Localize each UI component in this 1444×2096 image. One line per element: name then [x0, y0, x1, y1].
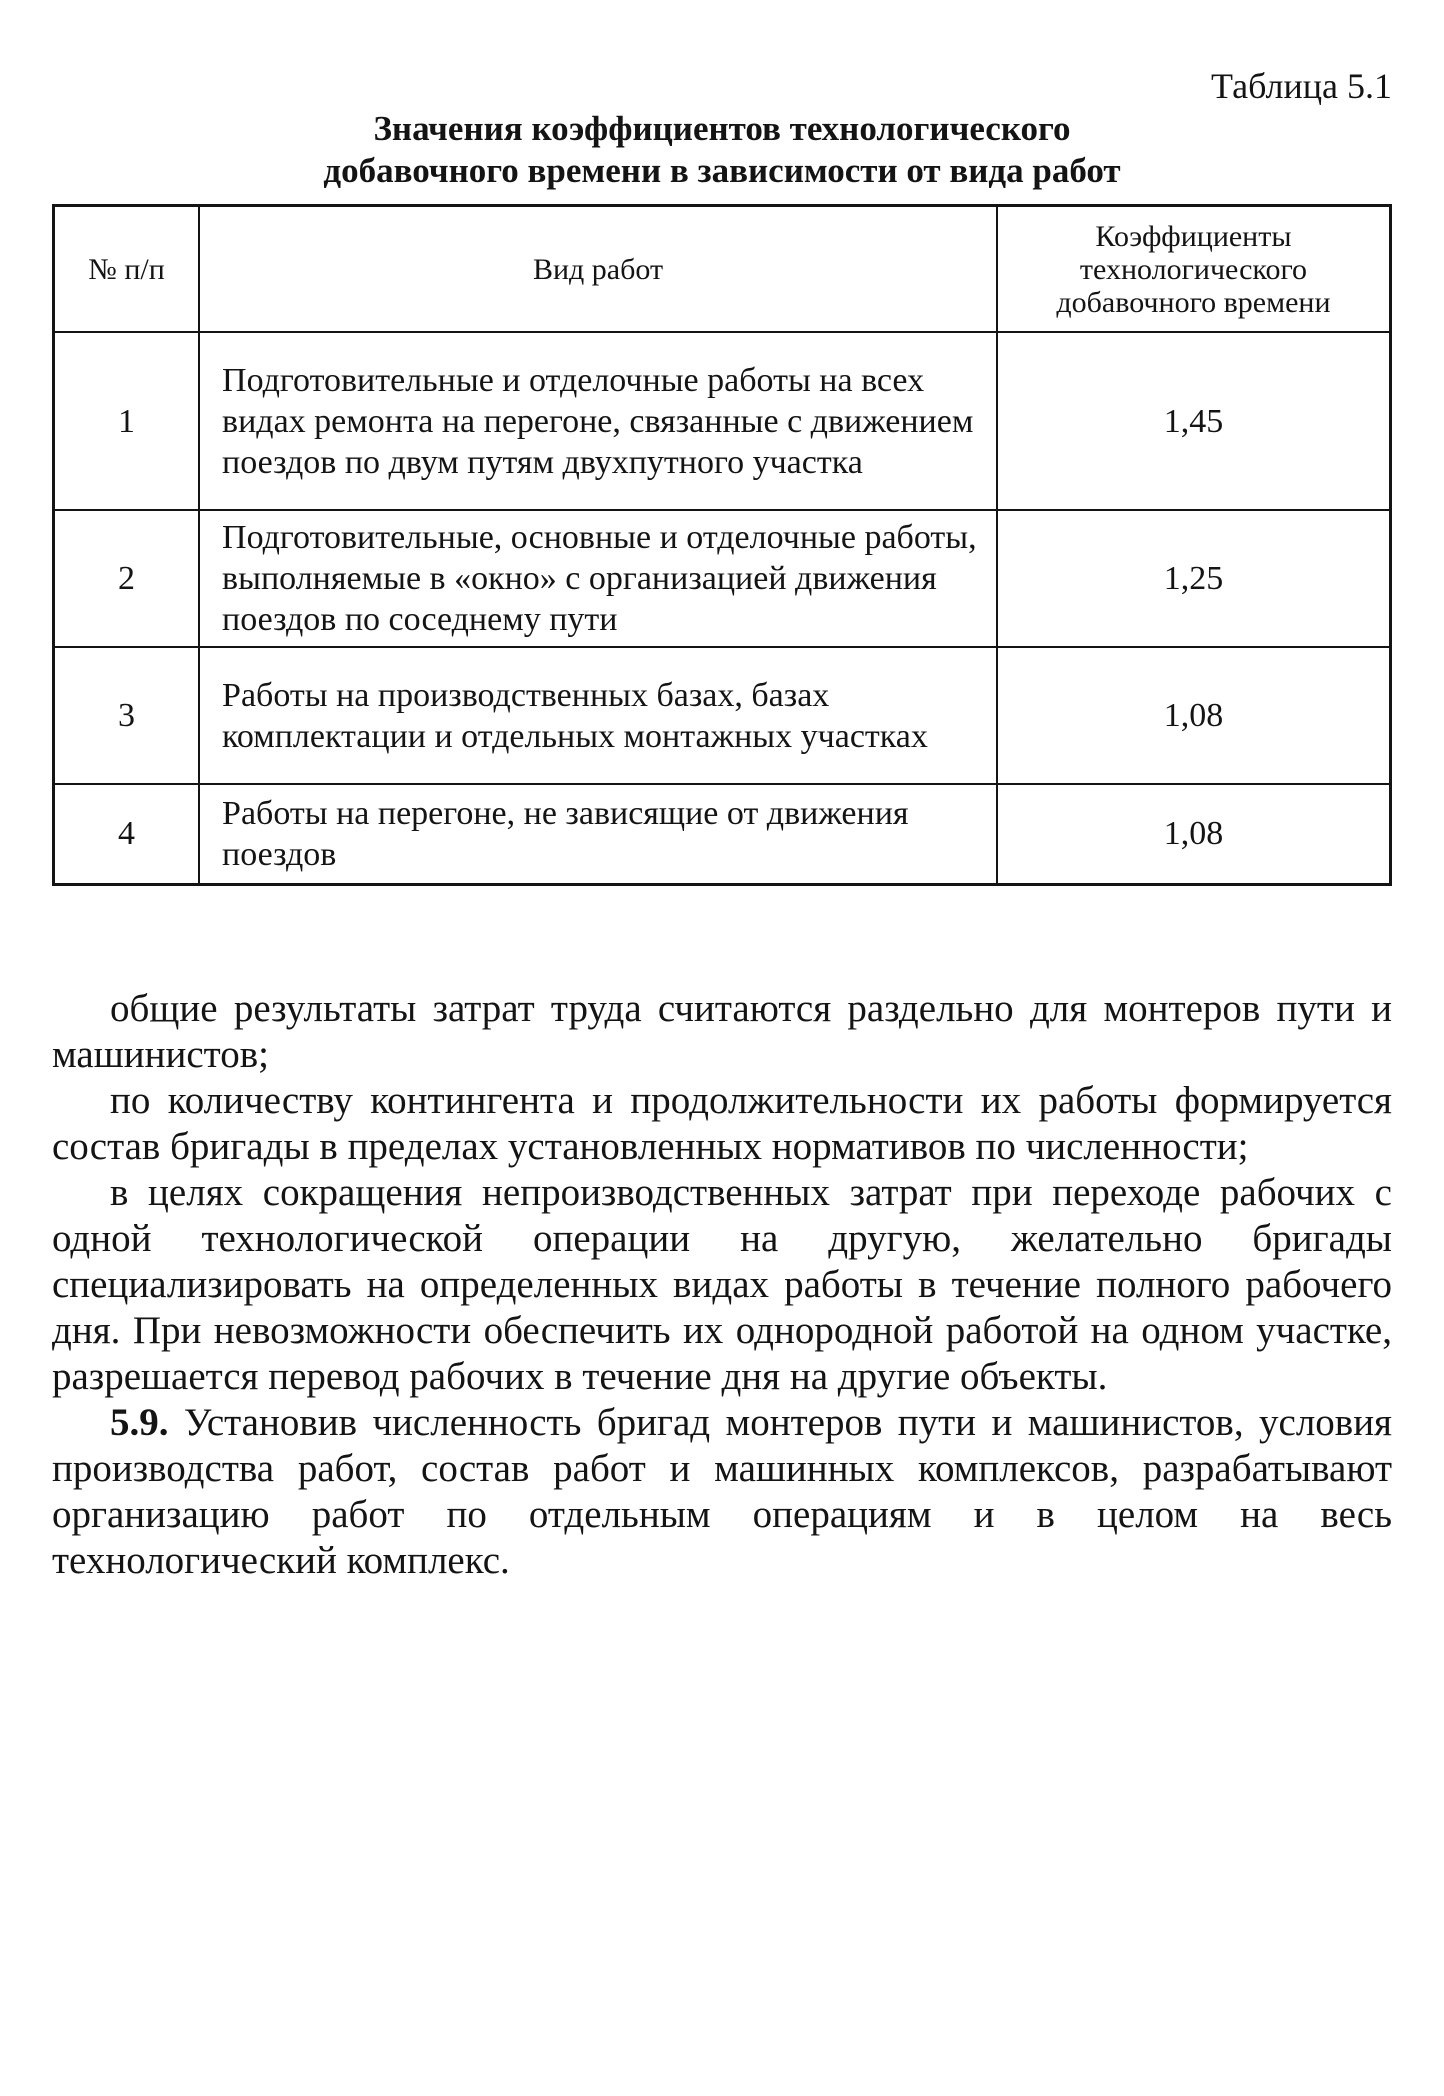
coefficients-table	[52, 204, 1392, 886]
row-work: Работы на производственных базах, базах комплектации и отдельных монтажных участках	[199, 647, 997, 784]
section-text: Установив численность бригад монтеров пути и машинистов, условия производства работ, состав работ и машинных комплексов, разрабатывают организацию работ по отдельным операциям и в целом на весь технологический комплекс.	[52, 1400, 1392, 1582]
table-title	[52, 108, 1392, 192]
paragraph: по количеству контингента и продолжительности их работы формируется состав бригады в пределах установленных нормативов по численности;	[52, 1078, 1392, 1168]
paragraph: в целях сокращения непроизводственных затрат при переходе рабочих с одной технологической операции на другую, желательно бригады специализировать на определенных видах работы в течение полного рабочего дня. При невозможности обеспечить их однородной работой на одном участке, разрешается перевод рабочих в течение дня на другие объекты.	[52, 1170, 1392, 1398]
table-title-line-2: добавочного времени в зависимости от вида работ	[323, 151, 1121, 190]
table-header-row	[54, 206, 1391, 333]
body-text	[52, 986, 1392, 1584]
row-num: 2	[54, 510, 200, 647]
row-work: Работы на перегоне, не зависящие от движения поездов	[199, 784, 997, 884]
paragraph: общие результаты затрат труда считаются раздельно для монтеров пути и машинистов;	[52, 986, 1392, 1076]
table-row	[54, 510, 1391, 647]
row-coef: 1,08	[997, 784, 1391, 884]
header-work: Вид работ	[199, 206, 997, 333]
table-row	[54, 784, 1391, 884]
row-work: Подготовительные и отделочные работы на всех видах ремонта на перегоне, связанные с движением поездов по двум путям двухпутного участка	[199, 332, 997, 510]
table-row	[54, 647, 1391, 784]
section-number: 5.9.	[110, 1400, 169, 1444]
row-coef: 1,25	[997, 510, 1391, 647]
table-title-line-1: Значения коэффициентов технологического	[373, 109, 1071, 148]
header-coef: Коэффициенты технологического добавочного времени	[997, 206, 1391, 333]
row-coef: 1,45	[997, 332, 1391, 510]
paragraph-section-5-9	[52, 1400, 1392, 1584]
row-num: 4	[54, 784, 200, 884]
table-row	[54, 332, 1391, 510]
row-num: 1	[54, 332, 200, 510]
page	[52, 52, 1392, 1584]
header-num: № п/п	[54, 206, 200, 333]
row-coef: 1,08	[997, 647, 1391, 784]
row-num: 3	[54, 647, 200, 784]
table-label: Таблица 5.1	[1211, 66, 1392, 106]
row-work: Подготовительные, основные и отделочные работы, выполняемые в «окно» с организацией движения поездов по соседнему пути	[199, 510, 997, 647]
